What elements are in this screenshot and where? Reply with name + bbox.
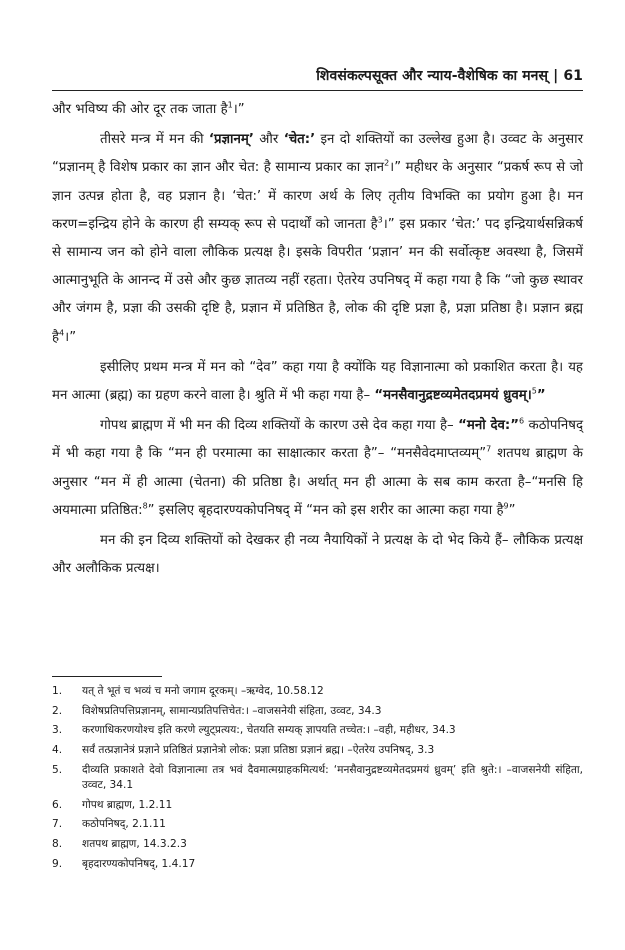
paragraph-4: [52, 412, 583, 525]
footnote-item: [52, 798, 583, 813]
footnote-ref-7: 7: [486, 445, 492, 455]
footnote-text: करणाधिकरणयोश्च इति करणे ल्युट्प्रत्यय:, चेतयति सम्यक् ज्ञापयति तच्चेत:। –वही, महीधर, 34.3: [82, 724, 456, 737]
p2-text-d: इन दो शक्तियों का उल्लेख हुआ है। उव्वट के अनुसार “प्रज्ञानम् है विशेष प्रकार का ज्ञान और चेत: है सामान्य प्रकार का ज्ञान: [52, 132, 584, 176]
quote-shruti: “मनसैवानुद्रष्टव्यमेतदप्रमयं ध्रुवम्।: [374, 388, 532, 404]
p2-text-a: तीसरे मन्त्र में मन की: [100, 132, 209, 148]
footnote-item: [52, 723, 583, 738]
footnote-number: 4.: [52, 744, 63, 757]
p2-text-e: ।” महीधर के अनुसार “प्रकर्ष रूप से जो ज्ञान उत्पन्न होता है, वह प्रज्ञान है। ‘चेत:’ में कारण अर्थ के लिए तृतीय विभक्ति का प्रयोग हुआ है। मन करण=इन्द्रिय होने के कारण ही सम्यक् रूप से पदार्थों को जानता है: [52, 160, 583, 232]
footnote-number: 8.: [52, 838, 63, 851]
footnote-ref-5: 5: [531, 386, 537, 396]
footnote-ref-9: 9: [503, 501, 509, 511]
header-rule: [52, 90, 583, 91]
header-separator: |: [553, 68, 559, 84]
paragraph-1: [52, 96, 583, 124]
p4-text-c: कठोपनिषद् में भी कहा गया है कि “मन ही परमात्मा का साक्षात्कार करता है”– “मनसैवेदमाप्तव्यम्”: [52, 418, 584, 462]
footnote-text: यत् ते भूतं च भव्यं च मनो जगाम दूरकम्। –ऋग्वेद, 10.58.12: [82, 685, 324, 697]
footnote-ref-2: 2: [384, 158, 390, 168]
footnote-ref-3: 3: [377, 215, 383, 225]
footnote-ref-1: 1: [227, 100, 233, 110]
paragraph-1-text: और भविष्य की ओर दूर तक जाता है: [52, 102, 228, 117]
footnote-ref-8: 8: [142, 501, 148, 511]
footnote-text: विशेषप्रतिपत्तिप्रज्ञानम्, सामान्यप्रतिपत्तिचेत:। –वाजसनेयी संहिता, उव्वट, 34.3: [82, 704, 382, 717]
footnote-item: [52, 837, 583, 852]
running-header: [52, 66, 583, 85]
p4-text-d: शतपथ ब्राह्मण के अनुसार “मन में ही आत्मा (चेतना) की प्रतिष्ठा है। अर्थात् मन ही आत्मा के सब काम करता है–“मनसि हि अयमात्मा प्रतिष्ठित:: [52, 446, 583, 518]
footnote-number: 5.: [52, 763, 63, 776]
p4-text-f: ”: [508, 502, 516, 518]
paragraph-3: [52, 354, 583, 410]
footnote-text: कठोपनिषद्, 2.1.11: [82, 818, 166, 831]
footnote-item: [52, 763, 583, 794]
footnote-item: [52, 857, 583, 872]
header-title: शिवसंकल्पसूक्त और न्याय-वैशेषिक का मनस्: [316, 68, 549, 84]
footnote-rule: [52, 676, 162, 677]
paragraph-2: [52, 126, 583, 352]
body-text: [52, 96, 583, 583]
footnote-number: 2.: [52, 704, 63, 717]
footnote-item: [52, 704, 583, 719]
term-chetah: ‘चेत:’: [283, 132, 316, 148]
footnote-number: 1.: [52, 685, 63, 697]
footnote-number: 3.: [52, 724, 63, 737]
quote-mano-devah: “मनो देव:”: [458, 418, 519, 434]
page-number: 61: [563, 68, 583, 84]
footnote-number: 6.: [52, 798, 63, 811]
footnote-text: गोपथ ब्राह्मण, 1.2.11: [82, 798, 173, 811]
p4-text-e: ” इसलिए बृहदारण्यकोपनिषद् में “मन को इस शरीर का आत्मा कहा गया है: [147, 502, 504, 518]
paragraph-1-tail: ।”: [232, 102, 245, 117]
footnote-number: 9.: [52, 857, 63, 870]
paragraph-5: मन की इन दिव्य शक्तियों को देखकर ही नव्य नैयायिकों ने प्रत्यक्ष के दो भेद किये हैं– लौकिक प्रत्यक्ष और अलौकिक प्रत्यक्ष।: [52, 533, 583, 577]
footnote-item: [52, 817, 583, 832]
footnote-item: [52, 684, 583, 699]
p3-text-c: ”: [536, 388, 546, 404]
p2-text-f: ।” इस प्रकार ‘चेत:’ पद इन्द्रियार्थसन्निकर्ष से सामान्य जन को होने वाला लौकिक प्रत्यक्ष है। इसके विपरीत ‘प्रज्ञान’ मन की सर्वोत्कृष्ट अवस्था है, जिसमें आत्मानुभूति के आनन्द में उसे और कुछ ज्ञातव्य नहीं रहता। ऐतरेय उपनिषद् में कहा गया है कि “जो कुछ स्थावर और जंगम है, प्रज्ञा की उसकी दृष्टि है, प्रज्ञान में प्रतिष्ठित है, लोक की दृष्टि प्रज्ञा है, प्रज्ञा प्रतिष्ठा है। प्रज्ञान ब्रह्म है: [52, 216, 583, 345]
footnote-text: शतपथ ब्राह्मण, 14.3.2.3: [82, 838, 187, 851]
footnote-text: बृहदारण्यकोपनिषद्, 1.4.17: [82, 857, 196, 870]
p4-text-a: गोपथ ब्राह्मण में भी मन की दिव्य शक्तियों के कारण उसे देव कहा गया है–: [100, 418, 459, 434]
p3-text-a: इसीलिए प्रथम मन्त्र में मन को “देव” कहा गया है क्योंकि यह विज्ञानात्मा को प्रकाशित करता है। यह मन आत्मा (ब्रह्म) का ग्रहण करने वाला है। श्रुति में भी कहा गया है–: [52, 359, 583, 404]
term-prajnanam: ‘प्रज्ञानम्’: [208, 132, 254, 148]
p2-text-c: और: [253, 132, 284, 148]
footnote-number: 7.: [52, 818, 63, 831]
footnote-ref-4: 4: [59, 328, 65, 338]
footnote-text: सर्वं तत्प्रज्ञानेत्रं प्रज्ञाने प्रतिष्ठितं प्रज्ञानेत्रो लोक: प्रज्ञा प्रतिष्ठा प्रज्ञानं ब्रह्म। –ऐतरेय उपनिषद्, 3.3: [82, 744, 435, 757]
footnote-ref-6: 6: [518, 416, 525, 426]
footnotes: [52, 684, 583, 876]
p2-text-g: ।”: [64, 329, 77, 345]
footnote-text: दीव्यति प्रकाशते देवो विज्ञानात्मा तत्र भवं दैवमात्मग्राहकमित्यर्थ: ‘मनसैवानुद्रष्टव्यमेतदप्रमयं ध्रुवम्’ इति श्रुते:। –वाजसनेयी संहिता, उव्वट, 34.1: [82, 763, 583, 792]
footnote-item: [52, 743, 583, 758]
